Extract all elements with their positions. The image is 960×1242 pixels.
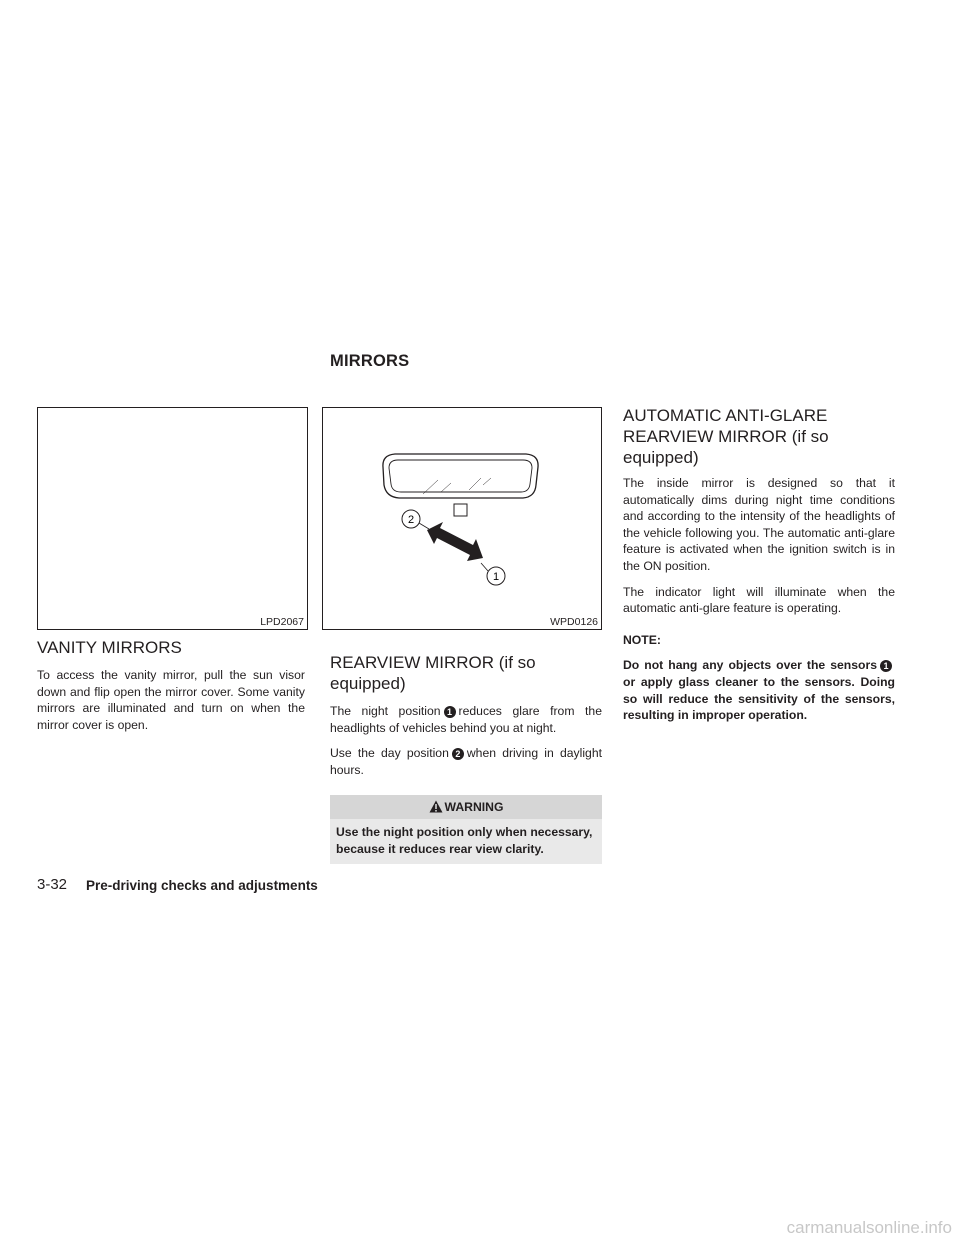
section-heading: REARVIEW MIRROR (if so equipped) xyxy=(330,653,536,693)
section-heading-line1: AUTOMATIC ANTI-GLARE xyxy=(623,406,828,425)
text: when driving in daylight hours. xyxy=(330,746,602,777)
warning-title: WARNING xyxy=(444,800,504,815)
text: Use the day position xyxy=(330,746,449,761)
vanity-mirror-figure xyxy=(37,407,308,630)
warning-header xyxy=(330,795,602,819)
paragraph: The indicator light will illuminate when the automatic anti-glare feature is operating. xyxy=(623,584,895,616)
callout-2-icon: 2 xyxy=(452,748,464,760)
warning-triangle-icon xyxy=(429,800,443,813)
watermark: carmanualsonline.info xyxy=(786,1218,952,1237)
section-heading: VANITY MIRRORS xyxy=(37,638,182,657)
vanity-mirrors-section xyxy=(37,637,305,733)
note-text xyxy=(623,657,895,723)
anti-glare-section xyxy=(623,405,895,724)
rearview-mirror-figure xyxy=(322,407,602,630)
rearview-mirror-section xyxy=(330,652,602,864)
text: Do not hang any objects over the sensors xyxy=(623,658,877,673)
paragraph xyxy=(330,745,602,778)
page-number: 3-32 xyxy=(37,876,68,893)
section-title: MIRRORS xyxy=(330,352,410,370)
text: reduces glare from the headlights of vehicles behind you at night. xyxy=(330,704,602,735)
paragraph xyxy=(330,703,602,736)
chapter-title: Pre-driving checks and adjustments xyxy=(86,878,318,893)
figure-label: 1 xyxy=(492,571,500,583)
figure-code: WPD0126 xyxy=(550,616,598,628)
figure-code: LPD2067 xyxy=(260,616,304,628)
rearview-mirror-illustration xyxy=(323,408,601,629)
section-heading-line2: REARVIEW MIRROR (if so equipped) xyxy=(623,427,829,467)
text: or apply glass cleaner to the sensors. Doing so will reduce the sensitivity of the sensors, resulting in improper operation. xyxy=(623,674,895,723)
warning-text: Use the night position only when necessary, because it reduces rear view clarity. xyxy=(330,819,602,863)
note-label: NOTE: xyxy=(623,632,661,647)
callout-1-icon: 1 xyxy=(880,660,892,672)
figure-label: 2 xyxy=(407,514,415,526)
text: The night position xyxy=(330,704,441,718)
callout-1-icon: 1 xyxy=(444,706,456,718)
paragraph: The inside mirror is designed so that it automatically dims during night time conditions and according to the intensity of the headlights of the vehicle following you. The automatic anti-glare feature is activated when the ignition switch is in the ON position. xyxy=(623,476,895,573)
warning-box xyxy=(330,795,602,863)
paragraph: To access the vanity mirror, pull the sun visor down and flip open the mirror cover. Some vanity mirrors are illuminated and turn on when the mirror cover is open. xyxy=(37,668,305,732)
